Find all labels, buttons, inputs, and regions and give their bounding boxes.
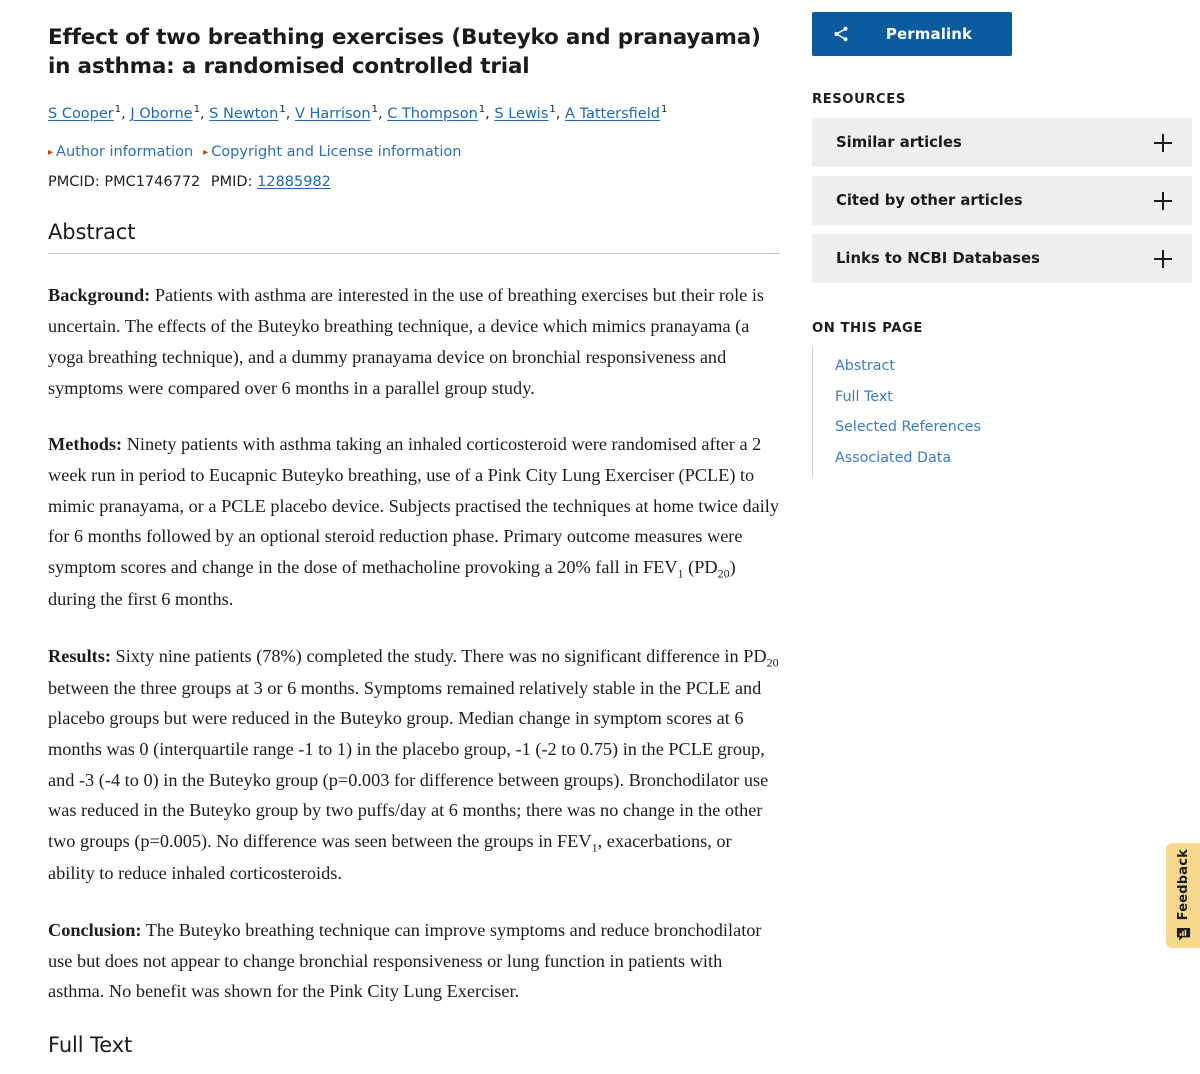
author-affiliation-marker: 1 [660, 104, 668, 116]
abstract-paragraph-methods [48, 429, 780, 614]
author-entry [295, 106, 378, 122]
subscript: 1 [677, 566, 684, 581]
table-of-contents [812, 347, 1192, 477]
toc-link-abstract[interactable]: Abstract [835, 358, 896, 374]
sidebar [800, 0, 1200, 477]
abstract-body [48, 280, 780, 1007]
author-link[interactable]: V Harrison [294, 106, 371, 123]
accordion-label: Similar articles [836, 134, 962, 151]
accordion-label: Links to NCBI Databases [836, 250, 1040, 267]
accordion-label: Cited by other articles [836, 192, 1023, 209]
author-link[interactable]: J Oborne [130, 106, 193, 123]
paragraph-label: Conclusion: [48, 919, 142, 940]
article-meta-links [48, 144, 780, 160]
share-icon [832, 25, 850, 43]
author-link[interactable]: C Thompson [387, 106, 478, 123]
author-affiliation-marker: 1 [478, 104, 486, 116]
paragraph-text: (PD [683, 557, 718, 578]
plus-icon [1154, 250, 1172, 268]
pmid-link[interactable]: 12885982 [257, 174, 331, 191]
author-list [48, 103, 780, 124]
permalink-button[interactable] [812, 12, 1012, 56]
pmid-label: PMID: [210, 174, 253, 191]
author-link[interactable]: S Newton [209, 106, 279, 123]
author-affiliation-marker: 1 [371, 104, 378, 116]
author-entry [387, 106, 485, 122]
pmcid-value: PMC1746772 [104, 174, 201, 191]
abstract-heading: Abstract [48, 220, 780, 254]
paragraph-text: ) during the first 6 months. [48, 557, 736, 609]
author-separator: , [485, 106, 495, 123]
author-separator: , [377, 106, 388, 123]
author-separator: , [121, 106, 131, 123]
author-affiliation-marker: 1 [114, 104, 122, 116]
triangle-right-icon: ▸ [203, 147, 209, 159]
on-this-page-section [812, 321, 1192, 477]
abstract-paragraph-background [48, 280, 780, 403]
author-link[interactable]: S Lewis [494, 106, 549, 123]
author-affiliation-marker: 1 [279, 104, 286, 116]
subscript: 20 [766, 655, 779, 670]
author-entry [130, 106, 200, 122]
article-identifiers [48, 174, 780, 190]
author-affiliation-marker: 1 [549, 104, 556, 116]
author-affiliation-marker: 1 [193, 104, 200, 116]
author-separator: , [555, 106, 565, 123]
resources-label: RESOURCES [812, 92, 906, 107]
author-separator: , [199, 106, 210, 123]
toc-link-selected-references[interactable]: Selected References [835, 419, 981, 436]
feedback-label: Feedback [1175, 849, 1191, 921]
triangle-right-icon: ▸ [48, 147, 54, 159]
author-link[interactable]: S Cooper [48, 106, 114, 123]
fulltext-heading: Full Text [48, 1032, 133, 1057]
paragraph-text: The Buteyko breathing technique can improve symptoms and reduce bronchodilator use but does not appear to change bronchial responsiveness or lung function in patients with asthma. No benefit was shown for the Pink City Lung Exerciser. [48, 919, 762, 1002]
page-title: Effect of two breathing exercises (Buteyko and pranayama) in asthma: a randomised controlled trial [48, 25, 761, 79]
accordion-similar-articles[interactable] [812, 118, 1192, 167]
paragraph-text: Sixty nine patients (78%) completed the study. There was no significant difference in PD [110, 645, 767, 666]
subscript: 20 [717, 566, 730, 581]
paragraph-text: Patients with asthma are interested in the use of breathing exercises but their role is uncertain. The effects of the Buteyko breathing technique, a device which mimics pranayama (a yoga breathing technique), and a dummy pranayama device on bronchial responsiveness and symptoms were compared over 6 months in a parallel group study. [48, 285, 765, 398]
pmcid-label: PMCID: [48, 174, 100, 191]
paragraph-text: between the three groups at 3 or 6 months. Symptoms remained relatively stable in the PCLE and placebo groups but were reduced in the Buteyko group. Median change in symptom scores at 6 months was 0 (interquartile range -1 to 1) in the placebo group, -1 (-2 to 0.75) in the PCLE group, and -3 (-4 to 0) in the Buteyko group (p=0.003 for difference between groups). Bronchodilator use was reduced in the Buteyko group by two puffs/day at 6 months; there was no change in the other two groups (p=0.005). No difference was seen between the groups in FEV [48, 677, 769, 852]
toc-link-full-text[interactable]: Full Text [835, 388, 893, 405]
paragraph-text: , exacerbations, or ability to reduce inhaled corticosteroids. [48, 831, 732, 884]
plus-icon [1154, 134, 1172, 152]
abstract-paragraph-conclusion [48, 915, 780, 1007]
author-information-link[interactable]: Author information [56, 144, 194, 161]
paragraph-label: Background: [48, 285, 151, 306]
subscript: 1 [591, 840, 598, 855]
paragraph-label: Results: [48, 645, 111, 666]
abstract-paragraph-results [48, 641, 780, 889]
copyright-license-link[interactable]: Copyright and License information [211, 144, 462, 161]
chart-comment-icon [1176, 927, 1191, 942]
feedback-tab[interactable] [1166, 843, 1200, 948]
author-separator: , [285, 106, 295, 123]
author-entry [565, 106, 667, 122]
plus-icon [1154, 192, 1172, 210]
accordion-cited-by-other-articles[interactable] [812, 176, 1192, 225]
author-entry [48, 106, 121, 122]
permalink-label: Permalink [885, 25, 973, 43]
on-this-page-label: ON THIS PAGE [812, 321, 923, 336]
accordion-links-to-ncbi-databases[interactable] [812, 234, 1192, 283]
author-link[interactable]: A Tattersfield [564, 106, 660, 123]
author-entry [209, 106, 286, 122]
author-entry [494, 106, 555, 122]
paragraph-text: Ninety patients with asthma taking an inhaled corticosteroid were randomised after a 2 week run in period to Eucapnic Buteyko breathing, use of a Pink City Lung Exerciser (PCLE) to mimic pranayama, or a PCLE placebo device. Subjects practised the techniques at home twice daily for 6 months followed by an optional steroid reduction phase. Primary outcome measures were symptom scores and change in the dose of methacholine provoking a 20% fall in FEV [48, 434, 780, 578]
toc-link-associated-data[interactable]: Associated Data [835, 449, 952, 466]
paragraph-label: Methods: [48, 434, 123, 455]
